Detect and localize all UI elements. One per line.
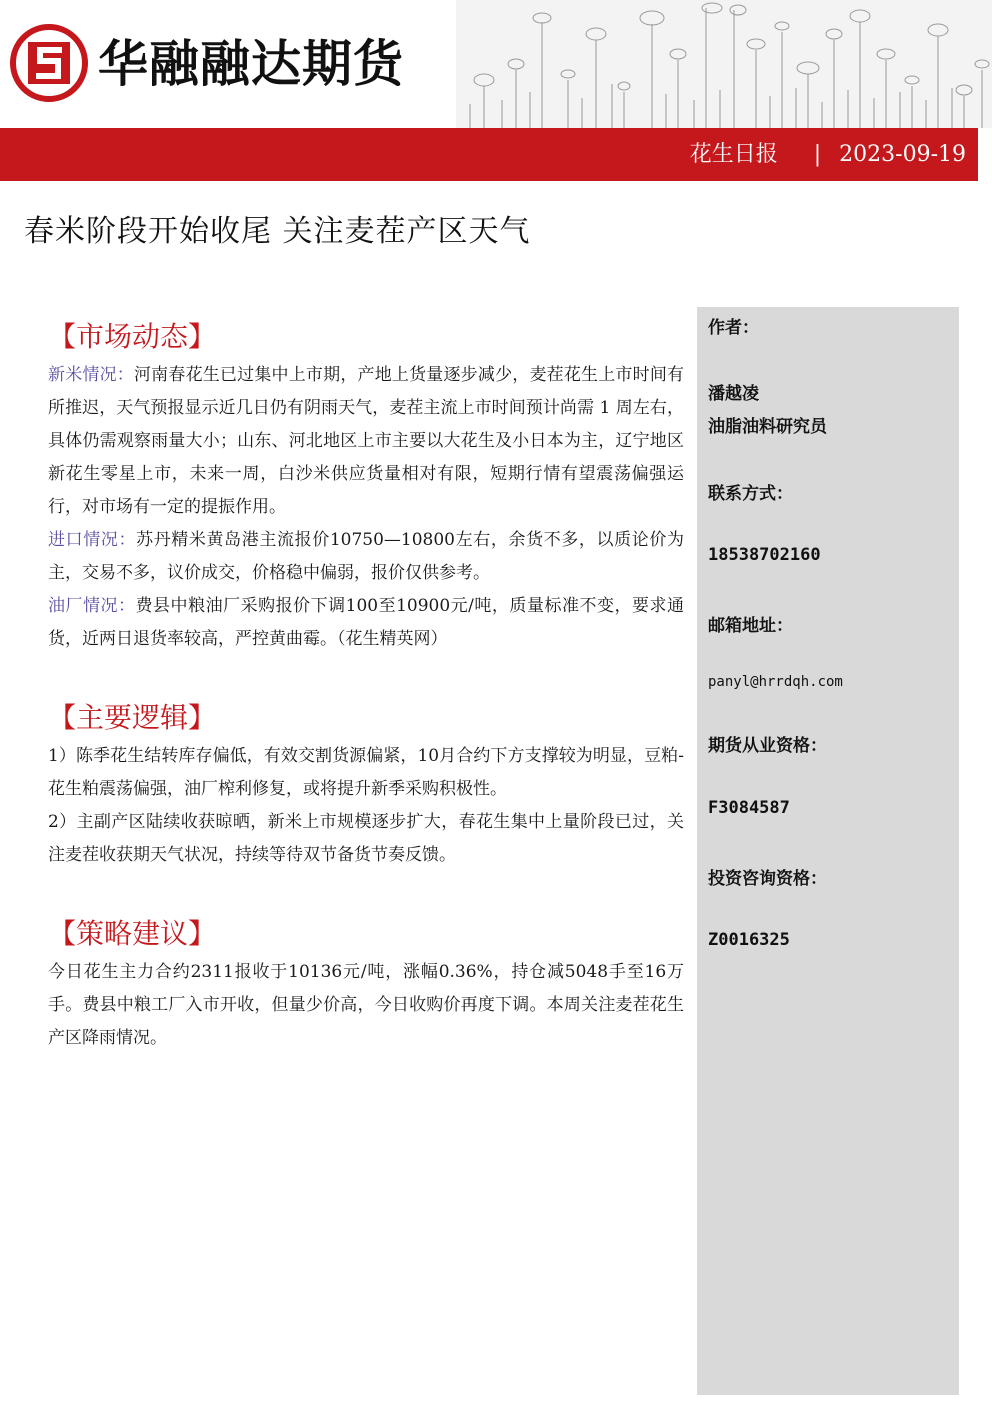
oil-mill-text: 费县中粮油厂采购报价下调100至10900元/吨，质量标准不变，要求通货，近两日退货率较高，严控黄曲霉。（花生精英网）: [48, 596, 684, 649]
new-crop-label: 新米情况：: [48, 365, 134, 385]
author-sidebar: [697, 307, 959, 1395]
logic-section-title: 【主要逻辑】: [48, 701, 217, 734]
report-date: 2023-09-19: [839, 142, 966, 167]
futures-cert-value: F3084587: [708, 798, 790, 818]
author-label: 作者：: [708, 318, 759, 338]
decorative-pattern: [456, 0, 992, 128]
contact-value: 18538702160: [708, 545, 821, 565]
import-label: 进口情况：: [48, 530, 137, 550]
divider: |: [813, 142, 822, 167]
import-text: 苏丹精米黄岛港主流报价10750—10800左右，余货不多，以质论价为主，交易不多，议价成交，价格稳中偏弱，报价仅供参考。: [48, 530, 684, 583]
report-type-bar: [0, 128, 978, 181]
company-logo-icon: [10, 24, 88, 102]
market-paragraph-oil-mill: [48, 590, 684, 656]
advisory-cert-value: Z0016325: [708, 930, 790, 950]
market-paragraph-import: [48, 524, 684, 590]
strategy-section-title: 【策略建议】: [48, 917, 217, 950]
futures-cert-label: 期货从业资格：: [708, 736, 827, 756]
report-headline: 春米阶段开始收尾 关注麦茬产区天气: [24, 214, 531, 249]
market-paragraph-new-crop: [48, 359, 684, 524]
logic-paragraph-1: 1）陈季花生结转库存偏低，有效交割货源偏紧，10月合约下方支撑较为明显，豆粕-花生粕震荡偏强，油厂榨利修复，或将提升新季采购积极性。: [48, 746, 684, 799]
contact-label: 联系方式：: [708, 484, 793, 504]
report-type-date: [690, 128, 966, 181]
author-name: 潘越凌: [708, 384, 759, 404]
new-crop-text: 河南春花生已过集中上市期，产地上货量逐步减少，麦茬花生上市时间有所推迟，天气预报显示近几日仍有阴雨天气，麦茬主流上市时间预计尚需 1 周左右，具体仍需观察雨量大小；山东、河北地区上市主要以大花生及小日本为主，辽宁地区新花生零星上市，未来一周，白沙米供应货量相对有限，短期行情有望震荡偏强运行，对市场有一定的提振作用。: [48, 365, 685, 517]
report-header: [0, 0, 992, 128]
market-section-title: 【市场动态】: [48, 320, 217, 353]
email-value[interactable]: panyl@hrrdqh.com: [708, 674, 843, 690]
email-label: 邮箱地址：: [708, 616, 793, 636]
report-type: 花生日报: [689, 142, 778, 167]
oil-mill-label: 油厂情况：: [48, 596, 136, 616]
logic-paragraph-2: 2）主副产区陆续收获晾晒，新米上市规模逐步扩大，春花生集中上量阶段已过，关注麦茬收获期天气状况，持续等待双节备货节奏反馈。: [48, 812, 684, 865]
company-name: 华融融达期货: [98, 35, 404, 93]
advisory-cert-label: 投资咨询资格：: [708, 869, 827, 889]
author-title: 油脂油料研究员: [708, 417, 827, 437]
strategy-paragraph: 今日花生主力合约2311报收于10136元/吨，涨幅0.36%，持仓减5048手至16万手。费县中粮工厂入市开收，但量少价高，今日收购价再度下调。本周关注麦茬花生产区降雨情况。: [48, 962, 684, 1048]
